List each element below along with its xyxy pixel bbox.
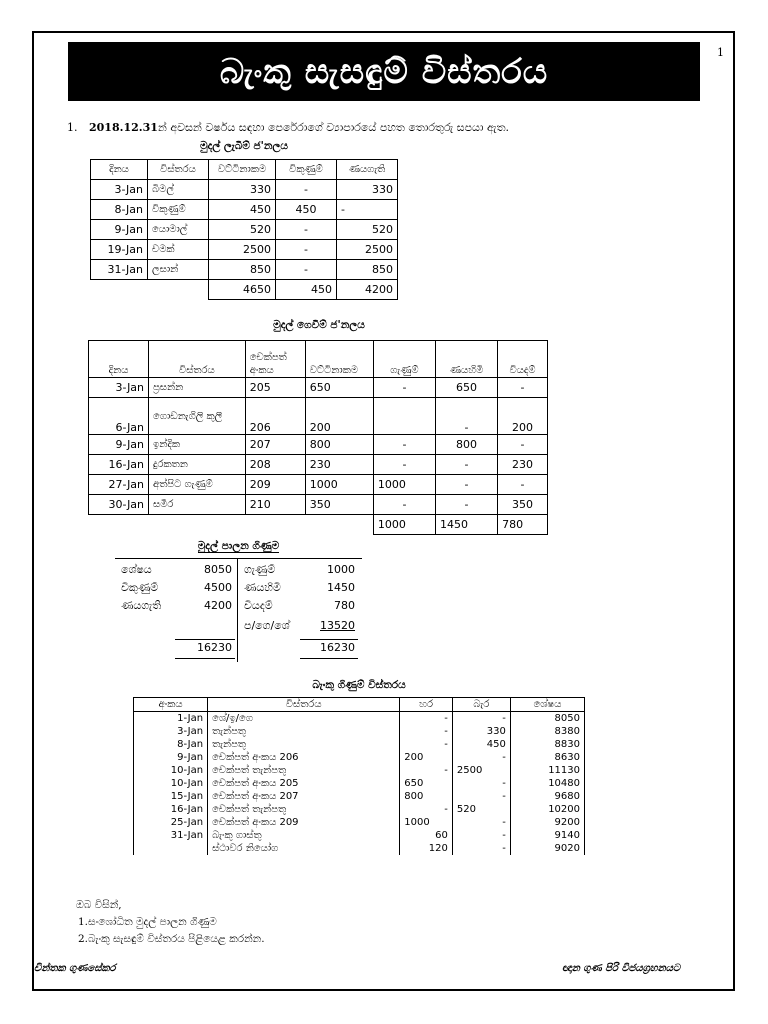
cell-date: 8-Jan [91,200,148,220]
cell-balance: 8380 [510,725,584,738]
table-row [134,712,585,726]
ledger-credit-value: 780 [334,599,355,612]
cell-date: 31-Jan [91,260,148,280]
footer-motto: ඥාන ගුණ පිරි විජයග්‍රහනයට [562,963,681,974]
cell-debtors: 2500 [337,240,398,260]
cell-date: 31-Jan [134,829,208,842]
table-row [89,378,548,398]
table-row [134,816,585,829]
question-number: 1. [67,121,78,134]
ledger-credit-value: 13520 [320,619,355,632]
ledger-credit-label: ප/ගෙ/ශේ [244,619,290,632]
cell-date: 3-Jan [134,725,208,738]
ledger-credit-label: ගැණුම් [244,563,276,576]
receipts-total-row [91,280,398,300]
cell-date: 6-Jan [89,398,149,435]
total-purchases: 1000 [373,515,435,535]
ledger-credit-total-line [300,639,358,640]
cell-cheque: 208 [245,455,305,475]
instruction-item: 1.සංශෝධිත මුදල් පාලන ගිණුම [78,916,217,928]
cell-date: 15-Jan [134,790,208,803]
cell-description: ඉන්දික [149,435,246,455]
bank-header-number: අංකය [134,698,208,712]
cell-sales: - [276,260,337,280]
cell-description: බිමල් [148,180,209,200]
cell-value: 2500 [209,240,276,260]
total-sales: 450 [276,280,337,300]
ledger-credit-value: 1000 [327,563,355,576]
cell-debit: 60 [400,829,453,842]
payments-header-creditors: ණයහිමි [436,341,498,378]
ledger-debit-value: 4200 [204,599,232,612]
ledger-credit-double-line [300,658,358,659]
ledger-credit-value: 1450 [327,581,355,594]
table-row [91,200,398,220]
cell-debit: 120 [400,842,453,855]
cell-date: 3-Jan [91,180,148,200]
cell-sales: 450 [276,200,337,220]
total-expenses: 780 [498,515,548,535]
cell-debit: - [400,764,453,777]
ledger-top-line [115,558,362,559]
cell-description: චෙක්පත් තැන්පතු [208,803,400,816]
cell-credit: 450 [452,738,510,751]
cell-credit: - [452,816,510,829]
table-row [91,240,398,260]
cell-debit: 800 [400,790,453,803]
cell-description: චමක් [148,240,209,260]
table-row [134,790,585,803]
cell-credit: - [452,712,510,726]
cell-description: විකුණුම් [148,200,209,220]
cell-creditors: - [436,475,498,495]
cell-purchases: 1000 [373,475,435,495]
cell-value: 330 [209,180,276,200]
cell-cheque: 206 [245,398,305,435]
cell-credit: - [452,777,510,790]
table-row [134,803,585,816]
cell-expenses: 200 [498,398,548,435]
ledger-center-line [237,558,238,662]
cell-date: 1-Jan [134,712,208,726]
table-row [91,180,398,200]
cell-balance: 8830 [510,738,584,751]
cell-debit: - [400,725,453,738]
cell-description: තැන්පතු [208,738,400,751]
ledger-debit-label: ශේෂය [121,563,152,576]
ledger-debit-total-line [175,639,235,640]
cell-date: 9-Jan [134,751,208,764]
cell-date: 9-Jan [91,220,148,240]
cell-debtors: 520 [337,220,398,240]
cell-credit: - [452,829,510,842]
cell-cheque: 207 [245,435,305,455]
cell-date: 25-Jan [134,816,208,829]
cell-cheque: 210 [245,495,305,515]
cell-date: 27-Jan [89,475,149,495]
bank-header-debit: හර [400,698,453,712]
cell-balance: 9020 [510,842,584,855]
instructions-intro: ඔබ විසින්, [76,899,122,911]
cell-balance: 9140 [510,829,584,842]
cell-balance: 11130 [510,764,584,777]
cell-date: 10-Jan [134,764,208,777]
ledger-debit-value: 8050 [204,563,232,576]
cell-description: බැංකු ගාස්තු [208,829,400,842]
cell-description: ගොඩනැගිලි කුලී [149,398,246,435]
cell-sales: - [276,240,337,260]
cell-value: 350 [305,495,373,515]
cell-description: චෙක්පත් අංකය 205 [208,777,400,790]
cell-purchases: - [373,455,435,475]
total-debtors: 4200 [337,280,398,300]
ledger-credit-total: 16230 [320,641,355,654]
cell-description: ස්ථාවර නියෝග [208,842,400,855]
cell-date: 3-Jan [89,378,149,398]
table-row [91,260,398,280]
cell-balance: 8630 [510,751,584,764]
cell-value: 520 [209,220,276,240]
cell-value: 200 [305,398,373,435]
instruction-item: 2.බැංකු සැසඳුම් විස්තරය පිළියෙළ කරන්න. [78,933,265,945]
cell-value: 230 [305,455,373,475]
payments-caption: මුදල් ගෙවීම් ජ'නලය [273,319,365,331]
cell-expenses: - [498,435,548,455]
ledger-debit-value: 4500 [204,581,232,594]
cell-description: අත්පිට ගැණුම් [149,475,246,495]
cell-debtors: 850 [337,260,398,280]
payments-header-row [89,341,548,378]
cell-debtors: - [337,200,398,220]
receipts-header-debtors: ණයගැති [337,160,398,180]
table-row [134,725,585,738]
cell-credit: 330 [452,725,510,738]
ledger-debit-label: විකුණුම් [121,581,159,594]
cell-creditors: 650 [436,378,498,398]
cell-balance: 9200 [510,816,584,829]
cell-description: ශේ/ඉ/ගෙ [208,712,400,726]
cell-purchases: - [373,378,435,398]
bank-table [133,697,585,855]
cell-credit: 2500 [452,764,510,777]
ledger-title [115,540,362,553]
cell-description: චෙක්පත් අංකය 209 [208,816,400,829]
footer-author: චින්තක ගුණසේකර [34,963,116,974]
cell-value: 650 [305,378,373,398]
cell-cheque: 209 [245,475,305,495]
cell-description: ප්‍රසන්න [149,378,246,398]
cell-creditors: - [436,398,498,435]
cell-balance: 10480 [510,777,584,790]
ledger-credit-label: ණයහිමි [244,581,281,594]
cell-date [134,842,208,855]
bank-header-credit: බැර [452,698,510,712]
receipts-header-description: විස්තරය [148,160,209,180]
receipts-header-sales: විකුණුම් [276,160,337,180]
question-date: 2018.12.31 [89,121,158,134]
receipts-header-value: වට්ටිනාකම [209,160,276,180]
cell-credit: - [452,751,510,764]
cell-debit: - [400,712,453,726]
cell-description: චෙක්පත් අංකය 206 [208,751,400,764]
cell-description: සමීර [149,495,246,515]
cell-purchases: - [373,495,435,515]
bank-header-row [134,698,585,712]
payments-header-description: විස්තරය [149,341,246,378]
cell-creditors: 800 [436,435,498,455]
ledger-debit-double-line [175,658,235,659]
cell-date: 8-Jan [134,738,208,751]
receipts-header-date: දිනය [91,160,148,180]
cell-cheque: 205 [245,378,305,398]
page-title: බැංකු සැසඳුම් විස්තරය [68,42,700,101]
cell-date: 16-Jan [89,455,149,475]
cell-value: 450 [209,200,276,220]
cell-credit: 520 [452,803,510,816]
table-row [134,764,585,777]
cell-description: චෙක්පත් අංකය 207 [208,790,400,803]
cell-expenses: 230 [498,455,548,475]
table-row [89,398,548,435]
cell-description: තැන්පතු [208,725,400,738]
cell-creditors: - [436,495,498,515]
cell-description: චෙක්පත් තැන්පතු [208,764,400,777]
total-value: 4650 [209,280,276,300]
cell-credit: - [452,790,510,803]
table-row [134,842,585,855]
cell-value: 850 [209,260,276,280]
instructions [78,897,265,948]
payments-table [88,340,548,535]
ledger-title-text: මුදල් පාලන ගිණුම [197,540,280,552]
cell-sales: - [276,220,337,240]
bank-header-description: විස්තරය [208,698,400,712]
payments-header-value: වට්ටිනාකම [305,341,373,378]
payments-header-expenses: වියදම් [498,341,548,378]
cell-purchases: - [373,435,435,455]
cell-balance: 10200 [510,803,584,816]
cell-value: 800 [305,435,373,455]
cell-debit: 200 [400,751,453,764]
cell-debtors: 330 [337,180,398,200]
receipts-header-row [91,160,398,180]
cell-description: දුරකතන [149,455,246,475]
cell-debit: - [400,803,453,816]
cell-date: 9-Jan [89,435,149,455]
cell-expenses: - [498,378,548,398]
total-creditors: 1450 [436,515,498,535]
table-row [89,435,548,455]
table-row [134,738,585,751]
ledger-debit-total: 16230 [197,641,232,654]
table-row [91,220,398,240]
table-row [89,495,548,515]
receipts-caption: මුදල් ලැබීම් ජ'නලය [200,140,288,152]
question-text: න් අවසන් වර්ෂය සඳහා පෙරේරාගේ ව්‍යාපාරයේ පහත තොරතුරු සපයා ඇත. [157,121,510,134]
bank-header-balance: ශේෂය [510,698,584,712]
cell-debit: - [400,738,453,751]
cell-value: 1000 [305,475,373,495]
cell-expenses: 350 [498,495,548,515]
payments-header-purchases: ගැණුම් [373,341,435,378]
cell-date: 30-Jan [89,495,149,515]
bank-caption: බැංකු ගිණුම් විස්තරය [312,679,406,691]
cell-description: යොමාල් [148,220,209,240]
receipts-table [90,159,398,300]
cell-creditors: - [436,455,498,475]
cell-debit: 1000 [400,816,453,829]
cell-description: ලසාන් [148,260,209,280]
cell-expenses: - [498,475,548,495]
ledger-credit-label: වියදම් [244,599,273,612]
question-1 [67,121,509,135]
payments-header-date: දිනය [89,341,149,378]
cell-balance: 9680 [510,790,584,803]
cell-date: 16-Jan [134,803,208,816]
cell-purchases [373,398,435,435]
table-row [134,751,585,764]
payments-total-row [89,515,548,535]
payments-header-cheque: චෙක්පත් අංකය [245,341,305,378]
cell-date: 19-Jan [91,240,148,260]
cell-balance: 8050 [510,712,584,726]
table-row [89,455,548,475]
cell-debit: 650 [400,777,453,790]
cell-sales: - [276,180,337,200]
page-number: 1 [717,46,724,59]
cell-credit: - [452,842,510,855]
table-row [134,777,585,790]
table-row [89,475,548,495]
ledger-debit-label: ණයගැති [121,599,162,612]
table-row [134,829,585,842]
cell-date: 10-Jan [134,777,208,790]
